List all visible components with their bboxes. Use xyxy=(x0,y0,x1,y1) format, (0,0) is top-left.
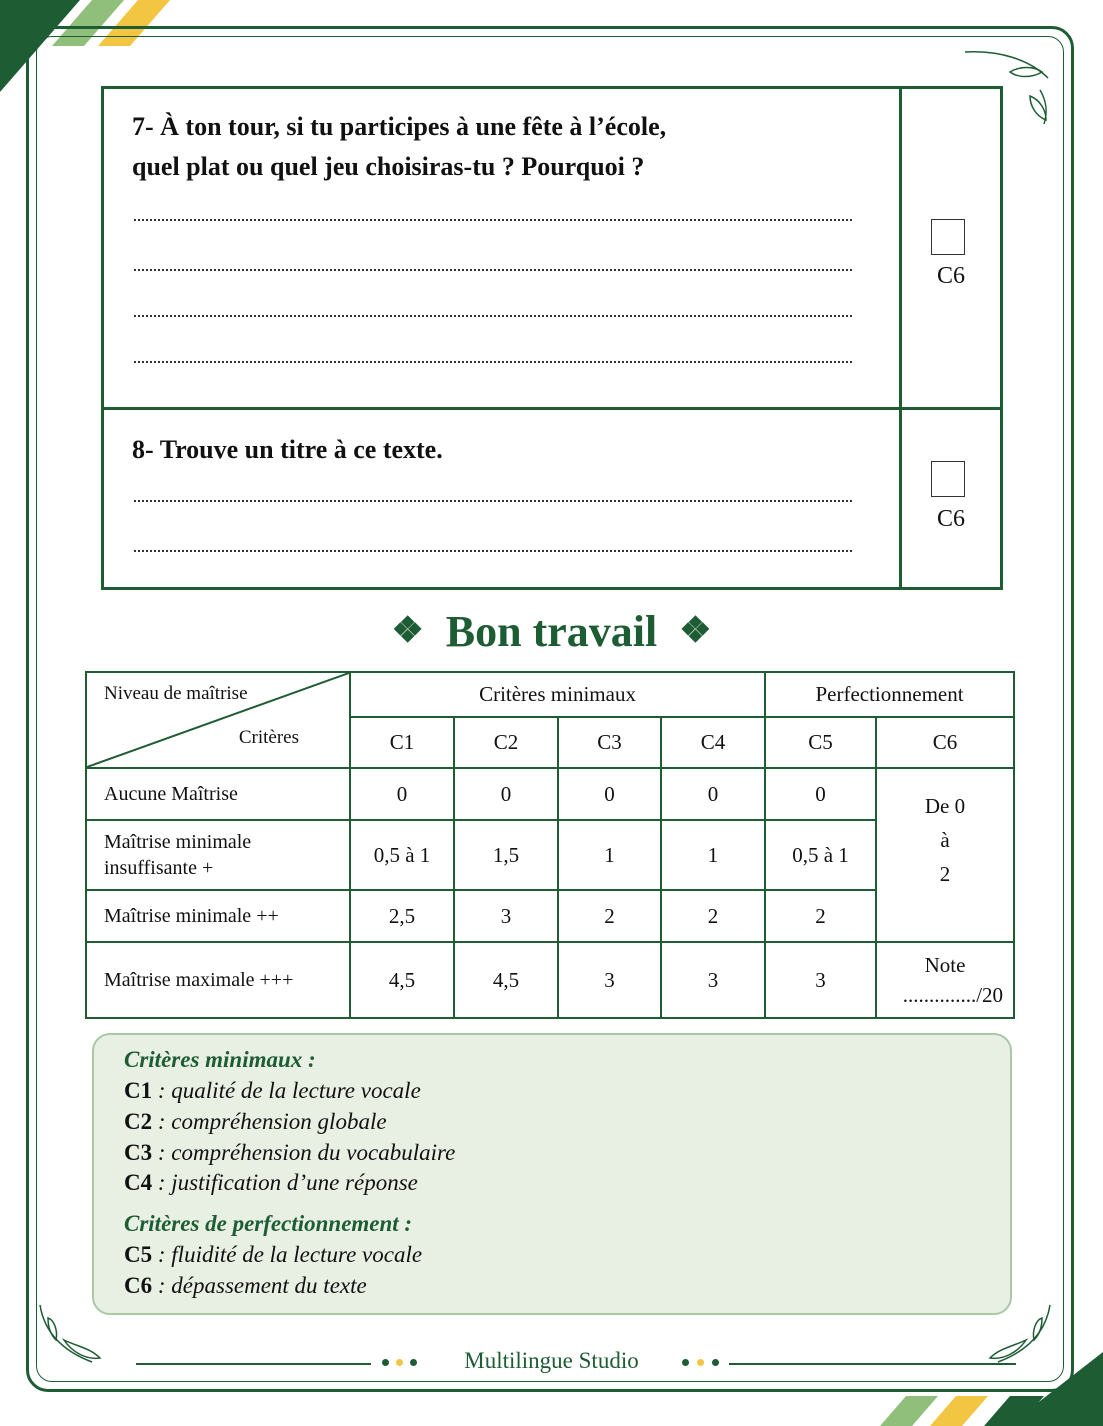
table-row xyxy=(86,942,1014,1018)
table-cell: 2 xyxy=(661,890,765,942)
row-label xyxy=(86,820,350,890)
ornament-icon: ❖ xyxy=(679,610,712,650)
table-row xyxy=(86,890,1014,942)
note-blank: ............../20 xyxy=(902,983,1004,1007)
legend-item xyxy=(124,1109,387,1135)
legend-code: C3 xyxy=(124,1140,153,1165)
question-8-box xyxy=(101,407,1003,590)
footer-dot xyxy=(682,1359,689,1366)
c6-range-cell xyxy=(876,768,1014,942)
closing-title xyxy=(0,606,1103,657)
table-cell: 0 xyxy=(558,768,661,820)
answer-line[interactable] xyxy=(134,361,852,363)
legend-code: C1 xyxy=(124,1078,153,1103)
row-label-line: Maîtrise minimale xyxy=(104,831,252,853)
table-cell: 1 xyxy=(661,820,765,890)
c6-range-line: à xyxy=(940,828,950,852)
note-label: Note xyxy=(924,953,966,977)
legend-item xyxy=(124,1078,421,1104)
table-cell: 1 xyxy=(558,820,661,890)
table-cell: 0,5 à 1 xyxy=(350,820,454,890)
legend-desc: : qualité de la lecture vocale xyxy=(157,1078,421,1103)
table-cell: 3 xyxy=(454,890,558,942)
column-header: C3 xyxy=(558,717,661,768)
answer-line[interactable] xyxy=(134,500,852,502)
legend-code: C4 xyxy=(124,1170,153,1195)
question-7-box xyxy=(101,86,1003,410)
legend-code: C2 xyxy=(124,1109,153,1134)
question-7-line-2: quel plat ou quel jeu choisiras-tu ? Pourquoi ? xyxy=(132,152,645,181)
footer-dot xyxy=(712,1359,719,1366)
column-header: C1 xyxy=(350,717,454,768)
criteria-legend xyxy=(92,1033,1012,1315)
table-cell: 0 xyxy=(350,768,454,820)
corner-label-level: Niveau de maîtrise xyxy=(104,683,248,704)
table-cell: 0,5 à 1 xyxy=(765,820,876,890)
column-header: C4 xyxy=(661,717,765,768)
table-row xyxy=(86,820,1014,890)
footer-dot xyxy=(697,1359,704,1366)
c6-range-line: De 0 xyxy=(924,794,966,818)
question-8-text: 8- Trouve un titre à ce texte. xyxy=(132,435,443,464)
criterion-label: C6 xyxy=(936,506,965,532)
group-header-minimal: Critères minimaux xyxy=(350,672,765,717)
question-7-text xyxy=(132,107,666,187)
closing-text: Bon travail xyxy=(445,607,658,656)
legend-item xyxy=(124,1140,455,1166)
ornament-icon: ❖ xyxy=(391,610,424,650)
row-label: Maîtrise maximale +++ xyxy=(86,942,350,1018)
note-cell[interactable] xyxy=(876,942,1014,1018)
column-header: C2 xyxy=(454,717,558,768)
footer-rule-right xyxy=(729,1363,1016,1365)
row-label: Aucune Maîtrise xyxy=(86,768,350,820)
table-cell: 3 xyxy=(661,942,765,1018)
table-cell: 4,5 xyxy=(350,942,454,1018)
table-cell: 0 xyxy=(765,768,876,820)
footer-brand: Multilingue Studio xyxy=(464,1348,639,1373)
question-7-line-1: 7- À ton tour, si tu participes à une fête à l’école, xyxy=(132,112,667,141)
table-cell: 3 xyxy=(558,942,661,1018)
legend-desc: : justification d’une réponse xyxy=(157,1170,418,1195)
legend-desc: : compréhension du vocabulaire xyxy=(157,1140,456,1165)
table-cell: 1,5 xyxy=(454,820,558,890)
legend-title-minimal: Critères minimaux : xyxy=(124,1047,316,1072)
legend-desc: : compréhension globale xyxy=(157,1109,387,1134)
legend-desc: : dépassement du texte xyxy=(157,1273,367,1298)
column-header: C5 xyxy=(765,717,876,768)
criterion-label: C6 xyxy=(936,263,965,289)
group-header-perfection: Perfectionnement xyxy=(765,672,1014,717)
table-cell: 0 xyxy=(661,768,765,820)
table-cell: 3 xyxy=(765,942,876,1018)
corner-label-criteria: Critères xyxy=(238,727,299,748)
row-label-line: insuffisante + xyxy=(104,857,214,879)
table-cell: 2 xyxy=(558,890,661,942)
legend-item xyxy=(124,1170,418,1196)
table-cell: 2 xyxy=(765,890,876,942)
answer-line[interactable] xyxy=(134,219,852,221)
table-cell: 4,5 xyxy=(454,942,558,1018)
answer-line[interactable] xyxy=(134,315,852,317)
column-header: C6 xyxy=(876,717,1014,768)
legend-code: C5 xyxy=(124,1242,153,1267)
score-column xyxy=(899,410,1000,587)
row-label: Maîtrise minimale ++ xyxy=(86,890,350,942)
grading-table xyxy=(85,671,1015,1019)
score-column xyxy=(899,89,1000,410)
score-checkbox[interactable] xyxy=(931,461,965,497)
table-row xyxy=(86,768,1014,820)
legend-item xyxy=(124,1273,367,1299)
score-checkbox[interactable] xyxy=(931,219,965,255)
table-corner-cell xyxy=(86,672,350,768)
legend-code: C6 xyxy=(124,1273,153,1298)
legend-title-perfection: Critères de perfectionnement : xyxy=(124,1211,413,1236)
legend-desc: : fluidité de la lecture vocale xyxy=(157,1242,423,1267)
legend-item xyxy=(124,1242,422,1268)
answer-line[interactable] xyxy=(134,269,852,271)
answer-line[interactable] xyxy=(134,550,852,552)
table-cell: 0 xyxy=(454,768,558,820)
c6-range-line: 2 xyxy=(939,862,951,886)
table-cell: 2,5 xyxy=(350,890,454,942)
